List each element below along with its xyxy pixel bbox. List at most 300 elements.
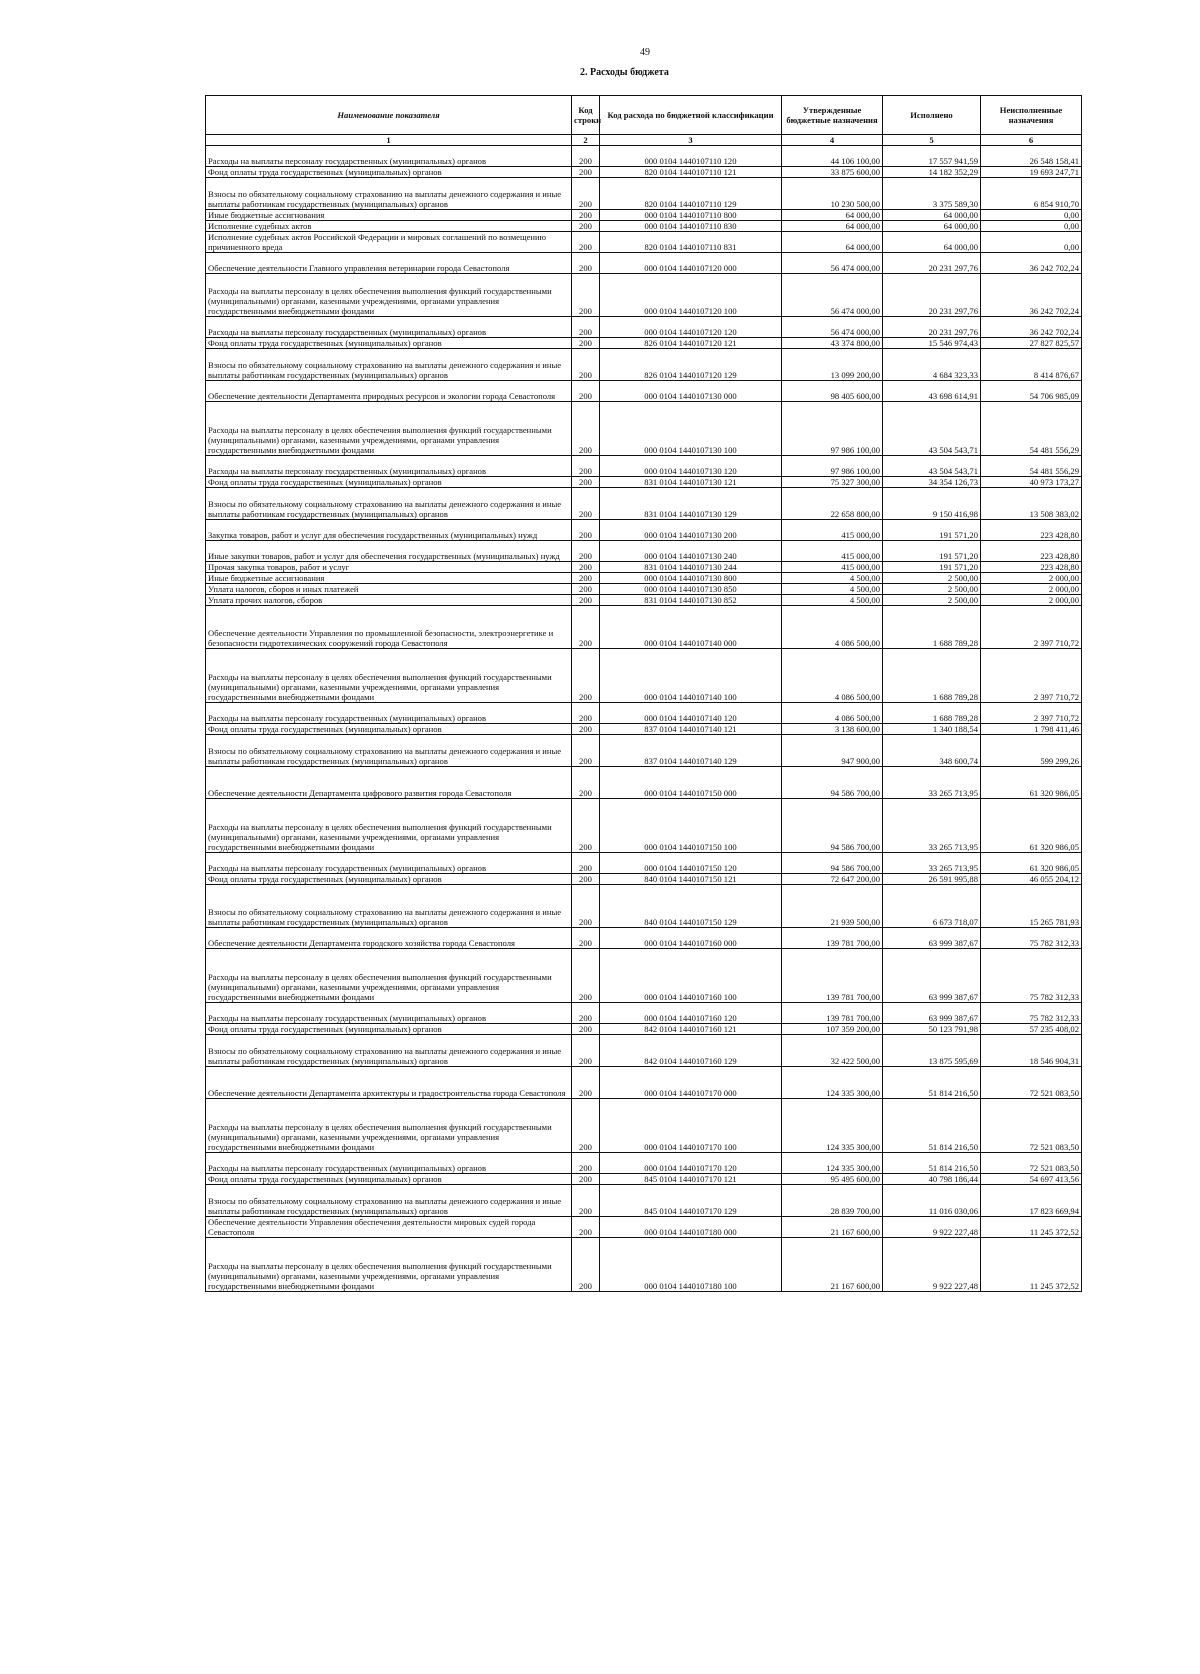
row-approved-amount: 94 586 700,00	[782, 853, 883, 874]
row-indicator-name: Расходы на выплаты персоналу в целях обеспечения выполнения функций государственными (муниципальными) органами, казенными учреждениями, органами управления государственными внебюджетными фондами	[206, 949, 572, 1003]
row-line-code: 200	[572, 210, 600, 221]
row-line-code: 200	[572, 799, 600, 853]
row-approved-amount: 124 335 300,00	[782, 1099, 883, 1153]
row-indicator-name: Фонд оплаты труда государственных (муниципальных) органов	[206, 338, 572, 349]
table-row	[206, 146, 1082, 167]
row-classification-code: 837 0104 1440107140 129	[600, 735, 782, 767]
row-indicator-name: Исполнение судебных актов Российской Федерации и мировых соглашений по возмещению причиненного вреда	[206, 232, 572, 253]
table-row	[206, 210, 1082, 221]
row-classification-code: 831 0104 1440107130 852	[600, 595, 782, 606]
row-line-code: 200	[572, 606, 600, 649]
row-line-code: 200	[572, 767, 600, 799]
row-unexecuted-amount: 2 000,00	[981, 584, 1082, 595]
row-classification-code: 000 0104 1440107180 100	[600, 1238, 782, 1292]
row-classification-code: 000 0104 1440107130 240	[600, 541, 782, 562]
row-approved-amount: 415 000,00	[782, 520, 883, 541]
row-classification-code: 000 0104 1440107130 100	[600, 402, 782, 456]
row-unexecuted-amount: 223 428,80	[981, 520, 1082, 541]
row-unexecuted-amount: 75 782 312,33	[981, 1003, 1082, 1024]
table-row	[206, 477, 1082, 488]
table-row	[206, 703, 1082, 724]
row-classification-code: 000 0104 1440107130 200	[600, 520, 782, 541]
row-executed-amount: 20 231 297,76	[883, 274, 981, 317]
row-unexecuted-amount: 11 245 372,52	[981, 1238, 1082, 1292]
row-classification-code: 000 0104 1440107170 000	[600, 1067, 782, 1099]
row-line-code: 200	[572, 649, 600, 703]
table-row	[206, 1185, 1082, 1217]
table-row	[206, 349, 1082, 381]
table-row	[206, 456, 1082, 477]
row-unexecuted-amount: 75 782 312,33	[981, 928, 1082, 949]
table-body	[206, 146, 1082, 1292]
row-indicator-name: Расходы на выплаты персоналу государственных (муниципальных) органов	[206, 1153, 572, 1174]
table-row	[206, 573, 1082, 584]
row-line-code: 200	[572, 724, 600, 735]
row-unexecuted-amount: 61 320 986,05	[981, 767, 1082, 799]
row-executed-amount: 33 265 713,95	[883, 767, 981, 799]
row-approved-amount: 44 106 100,00	[782, 146, 883, 167]
row-line-code: 200	[572, 274, 600, 317]
row-approved-amount: 415 000,00	[782, 541, 883, 562]
table-row	[206, 767, 1082, 799]
row-unexecuted-amount: 13 508 383,02	[981, 488, 1082, 520]
table-row	[206, 735, 1082, 767]
row-classification-code: 000 0104 1440107130 850	[600, 584, 782, 595]
row-line-code: 200	[572, 520, 600, 541]
row-indicator-name: Расходы на выплаты персоналу государственных (муниципальных) органов	[206, 456, 572, 477]
table-row	[206, 232, 1082, 253]
table-row	[206, 885, 1082, 928]
row-unexecuted-amount: 17 823 669,94	[981, 1185, 1082, 1217]
row-approved-amount: 56 474 000,00	[782, 253, 883, 274]
table-row	[206, 724, 1082, 735]
row-line-code: 200	[572, 1217, 600, 1238]
row-line-code: 200	[572, 1099, 600, 1153]
row-classification-code: 000 0104 1440107120 100	[600, 274, 782, 317]
row-approved-amount: 107 359 200,00	[782, 1024, 883, 1035]
row-indicator-name: Фонд оплаты труда государственных (муниципальных) органов	[206, 1024, 572, 1035]
row-unexecuted-amount: 36 242 702,24	[981, 274, 1082, 317]
row-approved-amount: 64 000,00	[782, 221, 883, 232]
row-unexecuted-amount: 72 521 083,50	[981, 1153, 1082, 1174]
row-unexecuted-amount: 72 521 083,50	[981, 1067, 1082, 1099]
row-line-code: 200	[572, 488, 600, 520]
row-indicator-name: Взносы по обязательному социальному страхованию на выплаты денежного содержания и иные выплаты работникам государственных (муниципальных) органов	[206, 488, 572, 520]
table-row	[206, 799, 1082, 853]
row-line-code: 200	[572, 1153, 600, 1174]
row-classification-code: 000 0104 1440107130 120	[600, 456, 782, 477]
table-row	[206, 584, 1082, 595]
row-unexecuted-amount: 36 242 702,24	[981, 317, 1082, 338]
column-number: 3	[600, 135, 782, 146]
row-classification-code: 831 0104 1440107130 129	[600, 488, 782, 520]
row-executed-amount: 40 798 186,44	[883, 1174, 981, 1185]
row-classification-code: 000 0104 1440107140 000	[600, 606, 782, 649]
row-approved-amount: 64 000,00	[782, 210, 883, 221]
row-unexecuted-amount: 223 428,80	[981, 562, 1082, 573]
row-indicator-name: Исполнение судебных актов	[206, 221, 572, 232]
row-indicator-name: Расходы на выплаты персоналу государственных (муниципальных) органов	[206, 703, 572, 724]
table-row	[206, 1217, 1082, 1238]
row-unexecuted-amount: 0,00	[981, 232, 1082, 253]
table-row	[206, 949, 1082, 1003]
table-row	[206, 562, 1082, 573]
row-classification-code: 000 0104 1440107160 100	[600, 949, 782, 1003]
row-executed-amount: 63 999 387,67	[883, 928, 981, 949]
row-indicator-name: Закупка товаров, работ и услуг для обеспечения государственных (муниципальных) нужд	[206, 520, 572, 541]
row-classification-code: 000 0104 1440107110 830	[600, 221, 782, 232]
row-classification-code: 000 0104 1440107160 120	[600, 1003, 782, 1024]
table-row	[206, 402, 1082, 456]
row-classification-code: 000 0104 1440107140 100	[600, 649, 782, 703]
row-approved-amount: 21 939 500,00	[782, 885, 883, 928]
row-unexecuted-amount: 27 827 825,57	[981, 338, 1082, 349]
row-indicator-name: Расходы на выплаты персоналу государственных (муниципальных) органов	[206, 853, 572, 874]
row-unexecuted-amount: 6 854 910,70	[981, 178, 1082, 210]
row-approved-amount: 4 500,00	[782, 573, 883, 584]
row-classification-code: 820 0104 1440107110 121	[600, 167, 782, 178]
row-line-code: 200	[572, 317, 600, 338]
row-approved-amount: 21 167 600,00	[782, 1217, 883, 1238]
row-approved-amount: 22 658 800,00	[782, 488, 883, 520]
row-unexecuted-amount: 54 706 985,09	[981, 381, 1082, 402]
row-line-code: 200	[572, 1024, 600, 1035]
row-executed-amount: 15 546 974,43	[883, 338, 981, 349]
row-approved-amount: 4 500,00	[782, 595, 883, 606]
row-approved-amount: 95 495 600,00	[782, 1174, 883, 1185]
row-executed-amount: 17 557 941,59	[883, 146, 981, 167]
row-classification-code: 831 0104 1440107130 244	[600, 562, 782, 573]
page-number: 49	[640, 47, 650, 58]
row-approved-amount: 43 374 800,00	[782, 338, 883, 349]
row-indicator-name: Обеспечение деятельности Департамента природных ресурсов и экологии города Севастополя	[206, 381, 572, 402]
row-line-code: 200	[572, 1003, 600, 1024]
header-budget-classification-code: Код расхода по бюджетной классификации	[600, 96, 782, 135]
row-approved-amount: 97 986 100,00	[782, 402, 883, 456]
row-indicator-name: Фонд оплаты труда государственных (муниципальных) органов	[206, 874, 572, 885]
row-approved-amount: 10 230 500,00	[782, 178, 883, 210]
table-row	[206, 853, 1082, 874]
row-executed-amount: 2 500,00	[883, 584, 981, 595]
row-unexecuted-amount: 61 320 986,05	[981, 853, 1082, 874]
table-row	[206, 928, 1082, 949]
row-executed-amount: 1 688 789,28	[883, 606, 981, 649]
header-approved-appropriations: Утвержденные бюджетные назначения	[782, 96, 883, 135]
row-unexecuted-amount: 223 428,80	[981, 541, 1082, 562]
row-line-code: 200	[572, 573, 600, 584]
table-row	[206, 178, 1082, 210]
row-line-code: 200	[572, 541, 600, 562]
header-unexecuted-appropriations: Неисполненные назначения	[981, 96, 1082, 135]
header-executed: Исполнено	[883, 96, 981, 135]
row-classification-code: 000 0104 1440107160 000	[600, 928, 782, 949]
row-approved-amount: 33 875 600,00	[782, 167, 883, 178]
table-row	[206, 1174, 1082, 1185]
row-indicator-name: Расходы на выплаты персоналу государственных (муниципальных) органов	[206, 146, 572, 167]
row-line-code: 200	[572, 349, 600, 381]
row-approved-amount: 56 474 000,00	[782, 317, 883, 338]
row-indicator-name: Расходы на выплаты персоналу государственных (муниципальных) органов	[206, 1003, 572, 1024]
row-executed-amount: 63 999 387,67	[883, 949, 981, 1003]
row-unexecuted-amount: 40 973 173,27	[981, 477, 1082, 488]
row-classification-code: 000 0104 1440107110 120	[600, 146, 782, 167]
row-line-code: 200	[572, 885, 600, 928]
row-executed-amount: 20 231 297,76	[883, 253, 981, 274]
row-classification-code: 000 0104 1440107150 120	[600, 853, 782, 874]
row-approved-amount: 4 086 500,00	[782, 703, 883, 724]
row-executed-amount: 64 000,00	[883, 210, 981, 221]
row-approved-amount: 56 474 000,00	[782, 274, 883, 317]
row-unexecuted-amount: 2 000,00	[981, 573, 1082, 584]
row-executed-amount: 191 571,20	[883, 541, 981, 562]
section-title: 2. Расходы бюджета	[580, 67, 669, 78]
row-line-code: 200	[572, 584, 600, 595]
row-indicator-name: Обеспечение деятельности Управления обеспечения деятельности мировых судей города Севастополя	[206, 1217, 572, 1238]
column-number: 4	[782, 135, 883, 146]
row-indicator-name: Взносы по обязательному социальному страхованию на выплаты денежного содержания и иные выплаты работникам государственных (муниципальных) органов	[206, 349, 572, 381]
row-executed-amount: 3 375 589,30	[883, 178, 981, 210]
row-executed-amount: 191 571,20	[883, 562, 981, 573]
table-row	[206, 253, 1082, 274]
row-indicator-name: Обеспечение деятельности Управления по промышленной безопасности, электроэнергетике и безопасности гидротехнических сооружений города Севастополя	[206, 606, 572, 649]
row-indicator-name: Обеспечение деятельности Департамента цифрового развития города Севастополя	[206, 767, 572, 799]
row-executed-amount: 2 500,00	[883, 595, 981, 606]
row-line-code: 200	[572, 1174, 600, 1185]
row-approved-amount: 64 000,00	[782, 232, 883, 253]
row-unexecuted-amount: 26 548 158,41	[981, 146, 1082, 167]
column-number: 2	[572, 135, 600, 146]
row-classification-code: 820 0104 1440107110 831	[600, 232, 782, 253]
row-indicator-name: Иные бюджетные ассигнования	[206, 573, 572, 584]
row-approved-amount: 75 327 300,00	[782, 477, 883, 488]
row-unexecuted-amount: 54 481 556,29	[981, 456, 1082, 477]
table-row	[206, 338, 1082, 349]
row-approved-amount: 98 405 600,00	[782, 381, 883, 402]
table-row	[206, 167, 1082, 178]
row-indicator-name: Фонд оплаты труда государственных (муниципальных) органов	[206, 477, 572, 488]
table-row	[206, 1099, 1082, 1153]
row-classification-code: 845 0104 1440107170 129	[600, 1185, 782, 1217]
row-classification-code: 000 0104 1440107120 120	[600, 317, 782, 338]
row-line-code: 200	[572, 1238, 600, 1292]
row-classification-code: 845 0104 1440107170 121	[600, 1174, 782, 1185]
header-indicator-name: Наименование показателя	[206, 96, 572, 135]
row-unexecuted-amount: 19 693 247,71	[981, 167, 1082, 178]
row-line-code: 200	[572, 167, 600, 178]
row-executed-amount: 43 504 543,71	[883, 402, 981, 456]
row-approved-amount: 139 781 700,00	[782, 949, 883, 1003]
row-unexecuted-amount: 599 299,26	[981, 735, 1082, 767]
row-indicator-name: Расходы на выплаты персоналу в целях обеспечения выполнения функций государственными (муниципальными) органами, казенными учреждениями, органами управления государственными внебюджетными фондами	[206, 799, 572, 853]
row-classification-code: 840 0104 1440107150 121	[600, 874, 782, 885]
table-row	[206, 1024, 1082, 1035]
row-approved-amount: 3 138 600,00	[782, 724, 883, 735]
row-unexecuted-amount: 2 000,00	[981, 595, 1082, 606]
table-row	[206, 488, 1082, 520]
row-line-code: 200	[572, 381, 600, 402]
table-row	[206, 874, 1082, 885]
column-number: 1	[206, 135, 572, 146]
row-line-code: 200	[572, 853, 600, 874]
row-indicator-name: Расходы на выплаты персоналу в целях обеспечения выполнения функций государственными (муниципальными) органами, казенными учреждениями, органами управления государственными внебюджетными фондами	[206, 402, 572, 456]
row-classification-code: 000 0104 1440107120 000	[600, 253, 782, 274]
row-executed-amount: 26 591 995,88	[883, 874, 981, 885]
row-approved-amount: 97 986 100,00	[782, 456, 883, 477]
row-unexecuted-amount: 2 397 710,72	[981, 606, 1082, 649]
row-unexecuted-amount: 8 414 876,67	[981, 349, 1082, 381]
row-approved-amount: 4 086 500,00	[782, 606, 883, 649]
row-indicator-name: Уплата налогов, сборов и иных платежей	[206, 584, 572, 595]
row-executed-amount: 63 999 387,67	[883, 1003, 981, 1024]
table-row	[206, 541, 1082, 562]
row-line-code: 200	[572, 595, 600, 606]
row-classification-code: 000 0104 1440107150 000	[600, 767, 782, 799]
table-row	[206, 1003, 1082, 1024]
row-classification-code: 826 0104 1440107120 121	[600, 338, 782, 349]
row-unexecuted-amount: 15 265 781,93	[981, 885, 1082, 928]
row-indicator-name: Обеспечение деятельности Департамента городского хозяйства города Севастополя	[206, 928, 572, 949]
row-approved-amount: 124 335 300,00	[782, 1153, 883, 1174]
row-executed-amount: 64 000,00	[883, 232, 981, 253]
row-line-code: 200	[572, 562, 600, 573]
row-executed-amount: 33 265 713,95	[883, 853, 981, 874]
row-indicator-name: Уплата прочих налогов, сборов	[206, 595, 572, 606]
row-approved-amount: 4 500,00	[782, 584, 883, 595]
row-line-code: 200	[572, 253, 600, 274]
row-indicator-name: Расходы на выплаты персоналу в целях обеспечения выполнения функций государственными (муниципальными) органами, казенными учреждениями, органами управления государственными внебюджетными фондами	[206, 1099, 572, 1153]
row-classification-code: 000 0104 1440107180 000	[600, 1217, 782, 1238]
row-classification-code: 826 0104 1440107120 129	[600, 349, 782, 381]
row-line-code: 200	[572, 477, 600, 488]
row-line-code: 200	[572, 178, 600, 210]
row-approved-amount: 415 000,00	[782, 562, 883, 573]
row-executed-amount: 9 150 416,98	[883, 488, 981, 520]
row-unexecuted-amount: 2 397 710,72	[981, 649, 1082, 703]
row-classification-code: 837 0104 1440107140 121	[600, 724, 782, 735]
table-row	[206, 381, 1082, 402]
row-indicator-name: Прочая закупка товаров, работ и услуг	[206, 562, 572, 573]
row-indicator-name: Взносы по обязательному социальному страхованию на выплаты денежного содержания и иные выплаты работникам государственных (муниципальных) органов	[206, 178, 572, 210]
row-classification-code: 831 0104 1440107130 121	[600, 477, 782, 488]
row-line-code: 200	[572, 456, 600, 477]
row-approved-amount: 139 781 700,00	[782, 1003, 883, 1024]
row-classification-code: 000 0104 1440107150 100	[600, 799, 782, 853]
row-classification-code: 000 0104 1440107170 100	[600, 1099, 782, 1153]
table-row	[206, 1067, 1082, 1099]
row-approved-amount: 21 167 600,00	[782, 1238, 883, 1292]
row-indicator-name: Фонд оплаты труда государственных (муниципальных) органов	[206, 1174, 572, 1185]
row-line-code: 200	[572, 221, 600, 232]
row-indicator-name: Обеспечение деятельности Департамента архитектуры и градостроительства города Севастополя	[206, 1067, 572, 1099]
row-executed-amount: 43 504 543,71	[883, 456, 981, 477]
row-executed-amount: 33 265 713,95	[883, 799, 981, 853]
row-executed-amount: 51 814 216,50	[883, 1153, 981, 1174]
table-row	[206, 1238, 1082, 1292]
row-executed-amount: 6 673 718,07	[883, 885, 981, 928]
row-indicator-name: Обеспечение деятельности Главного управления ветеринарии города Севастополя	[206, 253, 572, 274]
row-unexecuted-amount: 75 782 312,33	[981, 949, 1082, 1003]
row-indicator-name: Расходы на выплаты персоналу в целях обеспечения выполнения функций государственными (муниципальными) органами, казенными учреждениями, органами управления государственными внебюджетными фондами	[206, 649, 572, 703]
row-executed-amount: 50 123 791,98	[883, 1024, 981, 1035]
row-executed-amount: 2 500,00	[883, 573, 981, 584]
row-line-code: 200	[572, 735, 600, 767]
table-row	[206, 1153, 1082, 1174]
row-classification-code: 820 0104 1440107110 129	[600, 178, 782, 210]
row-executed-amount: 13 875 595,69	[883, 1035, 981, 1067]
row-executed-amount: 348 600,74	[883, 735, 981, 767]
row-executed-amount: 64 000,00	[883, 221, 981, 232]
row-indicator-name: Фонд оплаты труда государственных (муниципальных) органов	[206, 167, 572, 178]
row-executed-amount: 1 688 789,28	[883, 703, 981, 724]
row-line-code: 200	[572, 703, 600, 724]
row-unexecuted-amount: 11 245 372,52	[981, 1217, 1082, 1238]
row-approved-amount: 13 099 200,00	[782, 349, 883, 381]
row-line-code: 200	[572, 402, 600, 456]
row-line-code: 200	[572, 928, 600, 949]
row-classification-code: 842 0104 1440107160 121	[600, 1024, 782, 1035]
row-classification-code: 000 0104 1440107170 120	[600, 1153, 782, 1174]
row-executed-amount: 9 922 227,48	[883, 1217, 981, 1238]
row-executed-amount: 1 688 789,28	[883, 649, 981, 703]
row-approved-amount: 94 586 700,00	[782, 767, 883, 799]
row-executed-amount: 51 814 216,50	[883, 1099, 981, 1153]
row-classification-code: 000 0104 1440107130 800	[600, 573, 782, 584]
row-executed-amount: 11 016 030,06	[883, 1185, 981, 1217]
table-row	[206, 520, 1082, 541]
header-line-code: Код строки	[572, 96, 600, 135]
row-executed-amount: 9 922 227,48	[883, 1238, 981, 1292]
row-line-code: 200	[572, 338, 600, 349]
row-unexecuted-amount: 54 697 413,56	[981, 1174, 1082, 1185]
row-unexecuted-amount: 46 055 204,12	[981, 874, 1082, 885]
row-classification-code: 840 0104 1440107150 129	[600, 885, 782, 928]
row-approved-amount: 4 086 500,00	[782, 649, 883, 703]
row-classification-code: 842 0104 1440107160 129	[600, 1035, 782, 1067]
row-unexecuted-amount: 0,00	[981, 221, 1082, 232]
row-executed-amount: 43 698 614,91	[883, 381, 981, 402]
table-row	[206, 317, 1082, 338]
row-line-code: 200	[572, 146, 600, 167]
row-indicator-name: Иные бюджетные ассигнования	[206, 210, 572, 221]
row-approved-amount: 947 900,00	[782, 735, 883, 767]
row-executed-amount: 191 571,20	[883, 520, 981, 541]
row-approved-amount: 32 422 500,00	[782, 1035, 883, 1067]
row-executed-amount: 14 182 352,29	[883, 167, 981, 178]
row-unexecuted-amount: 57 235 408,02	[981, 1024, 1082, 1035]
row-approved-amount: 72 647 200,00	[782, 874, 883, 885]
row-unexecuted-amount: 18 546 904,31	[981, 1035, 1082, 1067]
row-line-code: 200	[572, 949, 600, 1003]
row-unexecuted-amount: 72 521 083,50	[981, 1099, 1082, 1153]
row-executed-amount: 34 354 126,73	[883, 477, 981, 488]
row-classification-code: 000 0104 1440107140 120	[600, 703, 782, 724]
row-unexecuted-amount: 54 481 556,29	[981, 402, 1082, 456]
table-row	[206, 606, 1082, 649]
row-indicator-name: Расходы на выплаты персоналу в целях обеспечения выполнения функций государственными (муниципальными) органами, казенными учреждениями, органами управления государственными внебюджетными фондами	[206, 274, 572, 317]
row-unexecuted-amount: 61 320 986,05	[981, 799, 1082, 853]
budget-expenses-table	[205, 95, 1082, 1292]
row-executed-amount: 51 814 216,50	[883, 1067, 981, 1099]
table-row	[206, 1035, 1082, 1067]
row-approved-amount: 28 839 700,00	[782, 1185, 883, 1217]
row-approved-amount: 94 586 700,00	[782, 799, 883, 853]
table-row	[206, 221, 1082, 232]
row-executed-amount: 1 340 188,54	[883, 724, 981, 735]
row-line-code: 200	[572, 1035, 600, 1067]
row-executed-amount: 20 231 297,76	[883, 317, 981, 338]
column-number: 5	[883, 135, 981, 146]
row-line-code: 200	[572, 874, 600, 885]
